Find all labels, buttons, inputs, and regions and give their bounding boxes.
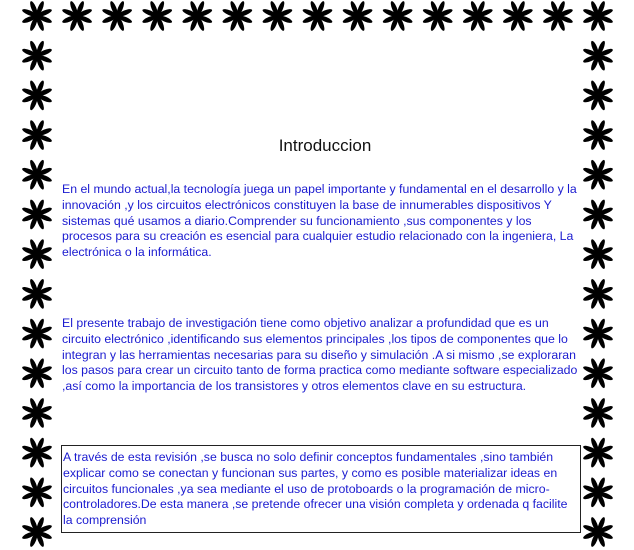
paragraph-boxed-conclusion: A través de esta revisión ,se busca no solo definir conceptos fundamentales ,sino también explicar como se conectan y funcionan sus partes, y como es posible materializar ideas en circuitos funcionales ,ya sea mediante el uso de protoboards o la programación de micro-controladores.De esta manera ,se pretende ofrecer una visión completa y ordenada q facilite la comprensión <box>61 445 581 533</box>
asterisk-flower-icon <box>21 477 52 508</box>
asterisk-flower-icon <box>582 0 613 31</box>
asterisk-flower-icon <box>21 278 52 309</box>
asterisk-flower-icon <box>542 0 573 31</box>
asterisk-flower-icon <box>61 0 92 31</box>
page-title: Introduccion <box>278 136 372 155</box>
asterisk-flower-icon <box>582 278 613 309</box>
asterisk-flower-icon <box>21 397 52 428</box>
asterisk-flower-icon <box>382 0 413 31</box>
asterisk-flower-icon <box>582 477 613 508</box>
asterisk-flower-icon <box>582 516 613 547</box>
asterisk-flower-icon <box>262 0 293 31</box>
asterisk-flower-icon <box>21 516 52 547</box>
paragraph-objective: El presente trabajo de investigación tiene como objetivo analizar a profundidad que es un circuito electrónico ,identificando sus elementos principales ,los tipos de componentes que lo integran y las herramientas necesarias para su diseño y simulación .A si mismo ,se exploraran los pasos para crear un circuito tanto de forma practica como mediante software especializado ,así como la importancia de los transistores y otros elementos clave en su estructura. <box>62 316 578 394</box>
asterisk-flower-icon <box>21 238 52 269</box>
asterisk-flower-icon <box>582 318 613 349</box>
asterisk-flower-icon <box>142 0 173 31</box>
asterisk-flower-icon <box>21 437 52 468</box>
asterisk-flower-icon <box>21 0 52 31</box>
asterisk-flower-icon <box>502 0 533 31</box>
asterisk-flower-icon <box>582 80 613 111</box>
asterisk-flower-icon <box>582 159 613 190</box>
paragraph-intro: En el mundo actual,la tecnología juega un papel importante y fundamental en el desarrollo y la innovación ,y los circuitos electrónicos constituyen la base de innumerables dispositivos Y sistemas qué usamos a diario.Comprender su funcionamiento ,sus componentes y los procesos para su creación es esencial para cualquier estudio relacionado con la ingeniera, La electrónica o la informática. <box>62 182 577 260</box>
asterisk-flower-icon <box>21 40 52 71</box>
asterisk-flower-icon <box>582 358 613 389</box>
asterisk-flower-icon <box>582 397 613 428</box>
asterisk-flower-icon <box>21 358 52 389</box>
asterisk-flower-icon <box>462 0 493 31</box>
asterisk-flower-icon <box>582 437 613 468</box>
asterisk-flower-icon <box>582 40 613 71</box>
asterisk-flower-icon <box>21 80 52 111</box>
asterisk-flower-icon <box>21 159 52 190</box>
asterisk-flower-icon <box>582 238 613 269</box>
asterisk-flower-icon <box>342 0 373 31</box>
asterisk-flower-icon <box>21 318 52 349</box>
asterisk-flower-icon <box>582 199 613 230</box>
asterisk-flower-icon <box>422 0 453 31</box>
asterisk-flower-icon <box>222 0 253 31</box>
asterisk-flower-icon <box>182 0 213 31</box>
asterisk-flower-icon <box>21 199 52 230</box>
asterisk-flower-icon <box>101 0 132 31</box>
asterisk-flower-icon <box>302 0 333 31</box>
